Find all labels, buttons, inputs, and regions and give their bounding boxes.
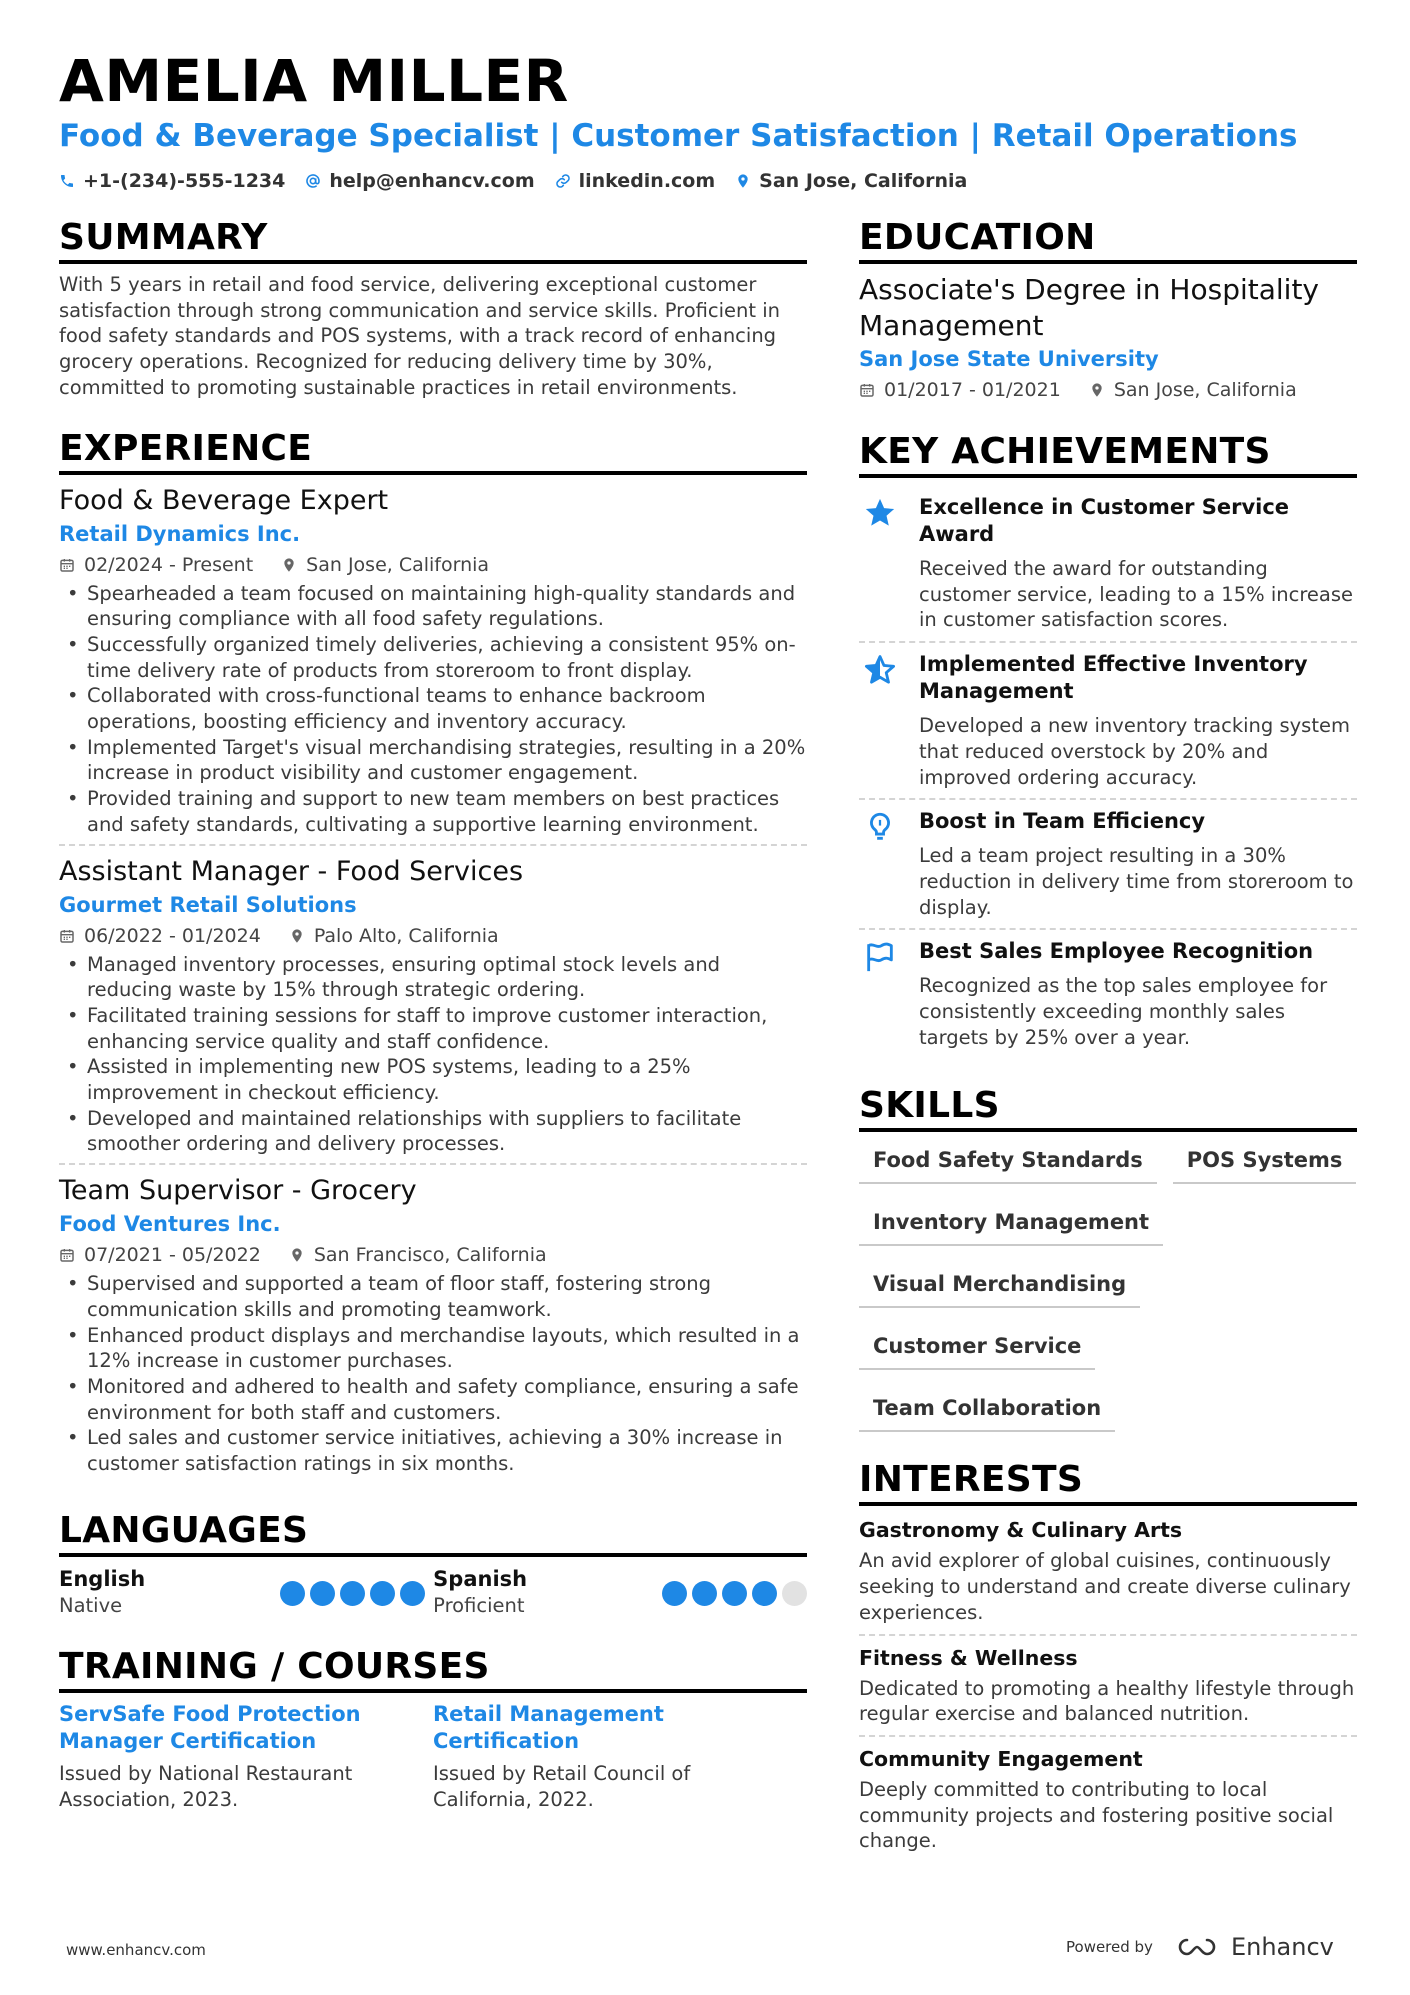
language-name: Spanish — [433, 1566, 528, 1591]
brand-logo[interactable] — [1173, 1933, 1334, 1961]
contact-linkedin[interactable] — [555, 168, 716, 194]
skill-tag: Inventory Management — [859, 1202, 1163, 1246]
school-name: San Jose State University — [859, 347, 1159, 371]
education-location: San Jose, California — [1113, 379, 1297, 401]
link-icon — [555, 173, 571, 189]
achievement-title: Best Sales Employee Recognition — [919, 939, 1314, 964]
bullet-item: • Facilitated training sessions for staff to improve customer interaction, enhancing service quality and staff confidence. — [59, 1003, 807, 1054]
training-section — [59, 1645, 807, 1813]
calendar-icon — [59, 1247, 75, 1263]
rating-dot-filled — [722, 1581, 747, 1606]
interests-section — [859, 1458, 1357, 1862]
education-meta — [859, 376, 1357, 404]
courses-list — [59, 1701, 807, 1813]
achievement-title: Excellence in Customer Service Award — [919, 495, 1290, 546]
interest-desc: Dedicated to promoting a healthy lifestyle through regular exercise and balanced nutrition. — [859, 1676, 1355, 1726]
education-section — [859, 216, 1357, 404]
interest-desc: An avid explorer of global cuisines, continuously seeking to understand and create diverse culinary experiences. — [859, 1549, 1351, 1624]
headline: Food & Beverage Specialist | Customer Satisfaction | Retail Operations — [59, 118, 1298, 154]
bullet-item: • Provided training and support to new team members on best practices and safety standards, cultivating a supportive learning environment. — [59, 786, 807, 837]
contact-bar — [59, 168, 967, 194]
job-location: San Francisco, California — [313, 1244, 547, 1267]
interests-heading: INTERESTS — [859, 1458, 1357, 1506]
interest-title: Community Engagement — [859, 1746, 1143, 1771]
achievement-item — [859, 800, 1357, 930]
job-bullets — [59, 952, 807, 1158]
company-name: Food Ventures Inc. — [59, 1212, 281, 1237]
skill-tag: POS Systems — [1173, 1140, 1357, 1184]
company-name: Gourmet Retail Solutions — [59, 892, 357, 917]
star-outline-icon — [863, 653, 897, 687]
rating-dot-filled — [310, 1581, 335, 1606]
language-item — [433, 1565, 807, 1619]
bullet-item: • Monitored and adhered to health and safety compliance, ensuring a safe environment for both staff and customers. — [59, 1374, 807, 1425]
rating-dot-filled — [752, 1581, 777, 1606]
course-title: Retail Management Certification — [433, 1701, 664, 1753]
job-meta — [59, 922, 807, 950]
job-location: San Jose, California — [306, 553, 490, 576]
job-entry — [59, 1173, 807, 1483]
language-rating — [662, 1581, 807, 1606]
job-dates: 06/2022 - 01/2024 — [84, 924, 261, 947]
bullet-item: • Developed and maintained relationships with suppliers to facilitate smoother ordering and delivery processes. — [59, 1106, 807, 1157]
email-text: help@enhancv.com — [329, 170, 535, 192]
calendar-icon — [59, 928, 75, 944]
map-pin-icon — [289, 928, 305, 944]
job-bullets — [59, 581, 807, 838]
language-name: English — [59, 1566, 146, 1591]
job-title: Food & Beverage Expert — [59, 484, 389, 516]
rating-dot-filled — [280, 1581, 305, 1606]
education-heading: EDUCATION — [859, 216, 1357, 264]
skill-tag: Food Safety Standards — [859, 1140, 1157, 1184]
bullet-item: • Enhanced product displays and merchandise layouts, which resulted in a 12% increase in customer purchases. — [59, 1323, 807, 1374]
left-column — [59, 216, 807, 1839]
job-entry — [59, 483, 807, 846]
bullet-item: • Supervised and supported a team of floor staff, fostering strong communication skills and promoting teamwork. — [59, 1271, 807, 1322]
achievements-section — [859, 430, 1357, 1058]
job-bullets — [59, 1271, 807, 1477]
bullet-item: • Managed inventory processes, ensuring optimal stock levels and reducing waste by 15% through strategic ordering. — [59, 952, 807, 1003]
interest-title: Gastronomy & Culinary Arts — [859, 1518, 1183, 1543]
achievement-item — [859, 930, 1357, 1058]
achievement-desc: Recognized as the top sales employee for consistently exceeding monthly sales targets by 25% over a year. — [919, 974, 1328, 1049]
achievement-desc: Developed a new inventory tracking system that reduced overstock by 20% and improved ordering accuracy. — [919, 714, 1350, 789]
bullet-item: • Implemented Target's visual merchandising strategies, resulting in a 20% increase in product visibility and customer engagement. — [59, 735, 807, 786]
job-entry — [59, 854, 807, 1166]
job-meta — [59, 551, 807, 579]
language-level: Proficient — [433, 1593, 525, 1617]
interest-item — [859, 1642, 1357, 1737]
linkedin-text: linkedin.com — [578, 170, 716, 192]
map-pin-icon — [735, 173, 751, 189]
interest-item — [859, 1514, 1357, 1635]
candidate-name: AMELIA MILLER — [59, 47, 569, 115]
education-dates: 01/2017 - 01/2021 — [884, 379, 1061, 401]
job-title: Assistant Manager - Food Services — [59, 855, 524, 887]
degree-title: Associate's Degree in Hospitality Management — [859, 273, 1319, 342]
flag-icon — [863, 940, 897, 974]
skill-tag: Visual Merchandising — [859, 1264, 1140, 1308]
rating-dot-filled — [340, 1581, 365, 1606]
rating-dot-filled — [400, 1581, 425, 1606]
location-text: San Jose, California — [759, 170, 968, 192]
achievement-desc: Received the award for outstanding customer service, leading to a 15% increase in customer satisfaction scores. — [919, 557, 1354, 632]
languages-section — [59, 1509, 807, 1619]
experience-heading: EXPERIENCE — [59, 427, 807, 475]
calendar-icon — [59, 557, 75, 573]
interest-title: Fitness & Wellness — [859, 1645, 1078, 1670]
rating-dot-filled — [370, 1581, 395, 1606]
bullet-item: • Assisted in implementing new POS systems, leading to a 25% improvement in checkout efficiency. — [59, 1054, 807, 1105]
training-heading: TRAINING / COURSES — [59, 1645, 807, 1693]
skills-list — [859, 1140, 1357, 1432]
language-level: Native — [59, 1593, 123, 1617]
rating-dot-filled — [662, 1581, 687, 1606]
at-icon — [305, 173, 321, 189]
summary-section — [59, 216, 807, 401]
achievement-item — [859, 486, 1357, 643]
languages-heading: LANGUAGES — [59, 1509, 807, 1557]
summary-text: With 5 years in retail and food service, delivering exceptional customer satisfaction through strong communication and service skills. Proficient in food safety standards and POS systems, with a track record of enhancing grocery operations. Recognized for reducing delivery time by 30%, committed to promoting sustainable practices in retail environments. — [59, 273, 781, 399]
course-item — [59, 1701, 433, 1813]
company-name: Retail Dynamics Inc. — [59, 521, 301, 546]
job-dates: 02/2024 - Present — [84, 553, 254, 576]
skill-tag: Customer Service — [859, 1326, 1095, 1370]
language-item — [59, 1565, 433, 1619]
language-rating — [280, 1581, 425, 1606]
map-pin-icon — [289, 1247, 305, 1263]
footer-website[interactable]: www.enhancv.com — [66, 1941, 206, 1959]
summary-heading: SUMMARY — [59, 216, 807, 264]
skills-heading: SKILLS — [859, 1084, 1357, 1132]
bullet-item: • Spearheaded a team focused on maintaining high-quality standards and ensuring compliance with all food safety regulations. — [59, 581, 807, 632]
achievement-desc: Led a team project resulting in a 30% reduction in delivery time from storeroom to display. — [919, 844, 1354, 919]
enhancv-logo-icon — [1173, 1934, 1221, 1960]
interest-desc: Deeply committed to contributing to local community projects and fostering positive social change. — [859, 1777, 1334, 1853]
contact-phone[interactable] — [59, 168, 285, 194]
job-meta — [59, 1241, 807, 1269]
lightbulb-icon — [863, 810, 897, 844]
experience-section — [59, 427, 807, 1483]
course-item — [433, 1701, 807, 1813]
rating-dot-filled — [692, 1581, 717, 1606]
brand-name: Enhancv — [1230, 1933, 1334, 1961]
footer-branding — [1066, 1933, 1334, 1961]
course-title: ServSafe Food Protection Manager Certification — [59, 1701, 361, 1753]
interest-item — [859, 1743, 1357, 1862]
bullet-item: • Collaborated with cross-functional teams to enhance backroom operations, boosting efficiency and inventory accuracy. — [59, 683, 807, 734]
achievement-title: Implemented Effective Inventory Management — [919, 652, 1308, 704]
contact-email[interactable] — [305, 168, 534, 194]
right-column — [859, 216, 1357, 1888]
contact-location — [735, 168, 967, 194]
bullet-item: • Successfully organized timely deliveries, achieving a consistent 95% on-time delivery rate of products from storeroom to front display. — [59, 632, 807, 683]
powered-by-text: Powered by — [1066, 1938, 1153, 1956]
skill-tag: Team Collaboration — [859, 1388, 1115, 1432]
map-pin-icon — [281, 557, 297, 573]
course-desc: Issued by Retail Council of California, 2022. — [433, 1761, 691, 1811]
job-location: Palo Alto, California — [313, 924, 499, 947]
phone-icon — [59, 173, 75, 189]
skills-section — [859, 1084, 1357, 1432]
achievement-title: Boost in Team Efficiency — [919, 809, 1206, 834]
course-desc: Issued by National Restaurant Association, 2023. — [59, 1761, 353, 1811]
map-pin-icon — [1089, 382, 1105, 398]
star-icon — [863, 496, 897, 530]
achievement-item — [859, 643, 1357, 800]
bullet-item: • Led sales and customer service initiatives, achieving a 30% increase in customer satisfaction ratings in six months. — [59, 1425, 807, 1476]
calendar-icon — [859, 382, 875, 398]
achievements-heading: KEY ACHIEVEMENTS — [859, 430, 1357, 478]
phone-text: +1-(234)-555-1234 — [83, 170, 286, 192]
job-title: Team Supervisor - Grocery — [59, 1175, 417, 1207]
job-dates: 07/2021 - 05/2022 — [84, 1244, 261, 1267]
rating-dot-empty — [782, 1581, 807, 1606]
languages-list — [59, 1565, 807, 1619]
